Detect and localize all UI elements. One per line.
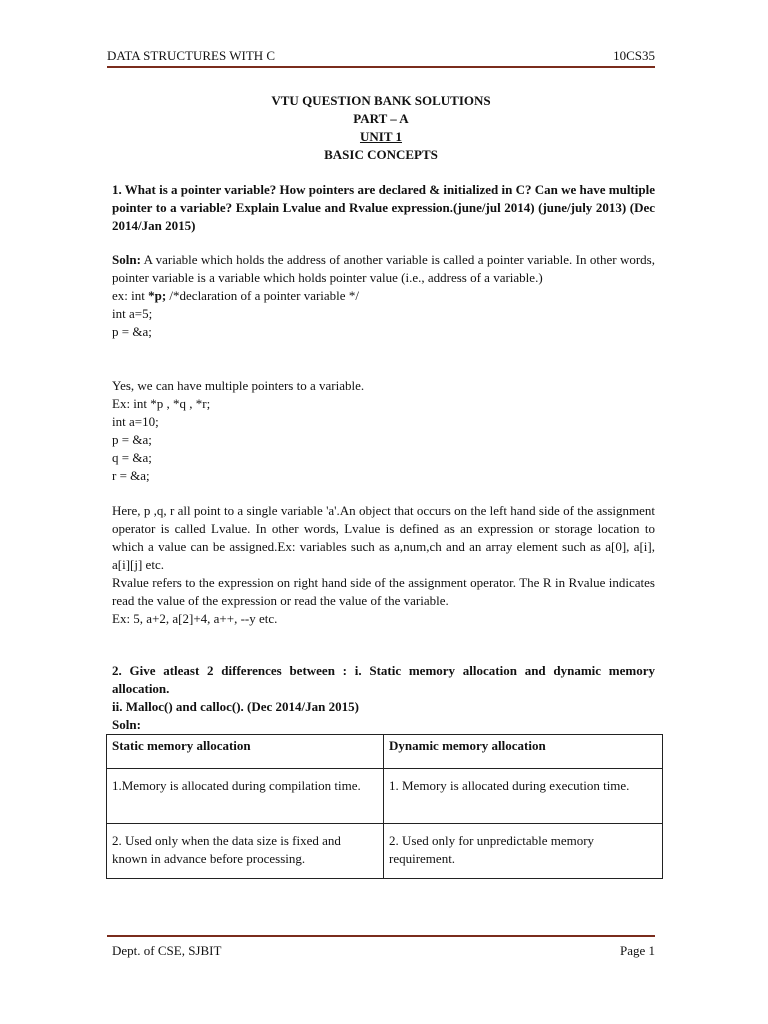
example-prefix: ex: int [112, 288, 149, 303]
table-cell: 1.Memory is allocated during compilation time. [107, 769, 384, 824]
soln-label: Soln: [112, 252, 141, 267]
rvalue-paragraph: Rvalue refers to the expression on right hand side of the assignment operator. The R in Rvalue indicates read the value of the expression or read the value of the variable. [112, 575, 655, 608]
table-cell: 1. Memory is allocated during execution time. [384, 769, 663, 824]
question-2-soln-label: Soln: [112, 717, 141, 732]
header-course-code: 10CS35 [613, 48, 655, 63]
code-line: q = &a; [112, 450, 152, 465]
code-line: int a=10; [112, 414, 159, 429]
example-declaration [112, 287, 655, 305]
table-row [107, 824, 663, 879]
document-titles [107, 92, 655, 164]
lvalue-paragraph: Here, p ,q, r all point to a single variable 'a'.An object that occurs on the left hand side of the assignment operator is called Lvalue. In other words, Lvalue is defined as an expression or storage location to which a value can be assigned.Ex: variables such as a,num,ch and an array element such as a[0], a[i], a[i][j] etc. [112, 503, 655, 572]
footer-page-number: Page 1 [619, 943, 655, 958]
rvalue-example: Ex: 5, a+2, a[2]+4, a++, --y etc. [112, 611, 278, 626]
comparison-table [106, 734, 663, 879]
multiple-pointers-section [112, 377, 655, 485]
lvalue-rvalue-section [112, 502, 655, 628]
code-line: p = &a; [112, 324, 152, 339]
table-cell: 2. Used only for unpredictable memory requirement. [384, 824, 663, 879]
example-suffix: /*declaration of a pointer variable */ [166, 288, 359, 303]
page-header [107, 46, 655, 68]
code-line: int a=5; [112, 306, 153, 321]
example-bold: *p; [148, 288, 167, 303]
table-cell: 2. Used only when the data size is fixed and known in advance before processing. [107, 824, 384, 879]
title-line-1: VTU QUESTION BANK SOLUTIONS [271, 93, 491, 108]
code-line: Ex: int *p , *q , *r; [112, 396, 211, 411]
code-line: r = &a; [112, 468, 150, 483]
question-1: 1. What is a pointer variable? How pointers are declared & initialized in C? Can we have multiple pointer to a variable? Explain Lvalue and Rvalue expression.(june/jul 2014) (june/july 2013) (Dec 2014/Jan 2015) [112, 182, 655, 233]
title-line-2: PART – A [353, 111, 409, 126]
title-line-4: BASIC CONCEPTS [324, 147, 438, 162]
question-2 [112, 662, 655, 734]
code-line: p = &a; [112, 432, 152, 447]
multi-intro: Yes, we can have multiple pointers to a variable. [112, 378, 365, 393]
table-row [107, 769, 663, 824]
title-unit: UNIT 1 [359, 129, 403, 144]
table-header-cell: Dynamic memory allocation [384, 735, 663, 769]
question-1-solution [112, 251, 655, 341]
solution-paragraph [112, 251, 655, 287]
question-2-sub: ii. Malloc() and calloc(). (Dec 2014/Jan 2015) [112, 699, 359, 714]
page-footer [107, 935, 655, 958]
question-2-text: 2. Give atleast 2 differences between : i. Static memory allocation and dynamic memory allocation. [112, 663, 655, 696]
footer-department: Dept. of CSE, SJBIT [112, 943, 222, 958]
table-header-row [107, 735, 663, 769]
soln-text: A variable which holds the address of another variable is called a pointer variable. In other words, pointer variable is a variable which holds pointer value (i.e., address of a variable.) [112, 252, 655, 285]
table-header-cell: Static memory allocation [107, 735, 384, 769]
header-course-title: DATA STRUCTURES WITH C [107, 48, 276, 63]
